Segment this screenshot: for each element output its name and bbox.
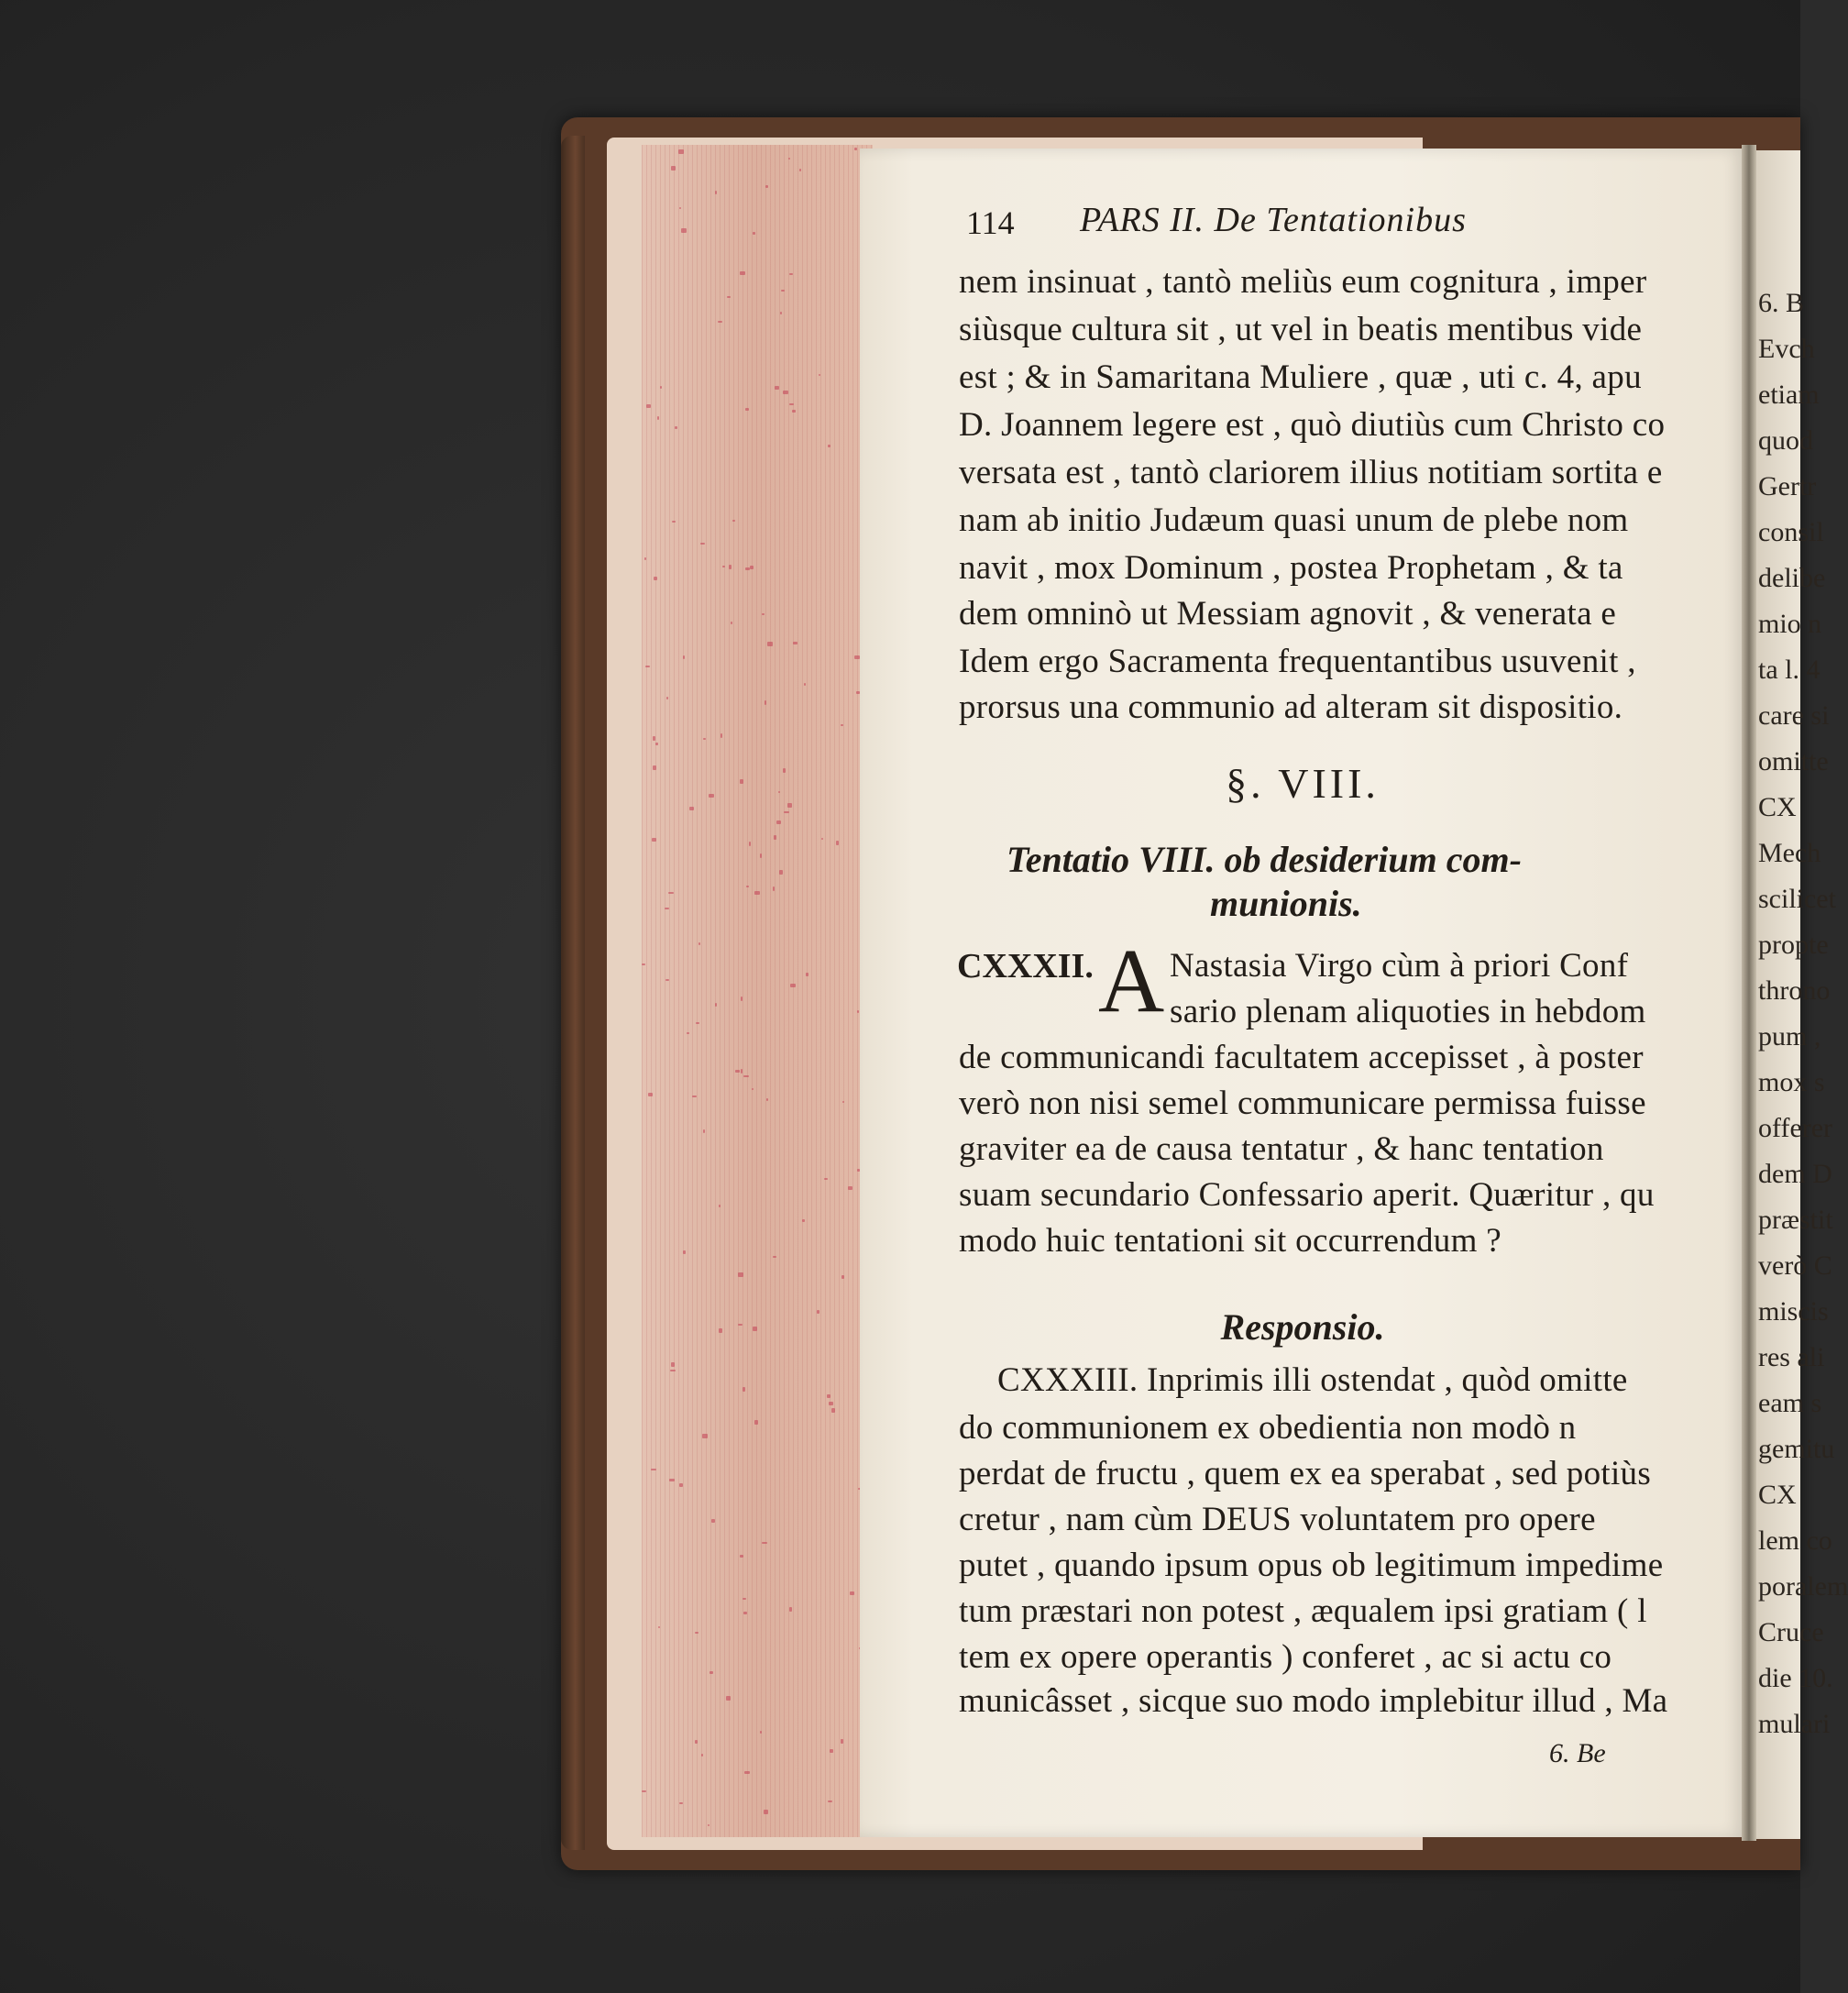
responsio-heading: Responsio. (1220, 1306, 1385, 1348)
next-page-fragment: Cruce (1758, 1617, 1824, 1647)
text-line: modo huic tentationi sit occurrendum ? (959, 1222, 1502, 1260)
text-line: siùsque cultura sit , ut vel in beatis mentibus vide (959, 311, 1643, 348)
fore-edge-speck (740, 1555, 743, 1558)
fore-edge-speck (841, 1739, 843, 1744)
next-page-fragment: Gertr (1758, 471, 1817, 501)
fore-edge-speck (679, 207, 681, 209)
fore-edge-speck (745, 567, 750, 570)
fore-edge-speck (765, 185, 768, 188)
fore-edge-speck (793, 642, 798, 644)
fore-edge-speck (760, 853, 762, 858)
page-number: 114 (966, 204, 1015, 241)
fore-edge-speck (695, 1740, 698, 1744)
text-line: putet , quando ipsum opus ob legitimum impedime (959, 1547, 1664, 1584)
text-line: do communionem ex obedientia non modò n (959, 1409, 1577, 1447)
fore-edge-speck (703, 738, 706, 740)
fore-edge-speck (788, 158, 790, 160)
fore-edge-speck (701, 1754, 703, 1756)
book-gutter (1742, 145, 1756, 1841)
next-page-fragment: poralem (1758, 1571, 1848, 1602)
fore-edge-speck (754, 891, 760, 895)
sprinkled-fore-edge (642, 145, 873, 1837)
fore-edge-speck (817, 1310, 820, 1314)
fore-edge-speck (767, 642, 773, 646)
next-page-fragment: delibe (1758, 563, 1826, 593)
fore-edge-speck (792, 410, 796, 413)
fore-edge-speck (727, 296, 731, 298)
fore-edge-speck (776, 820, 781, 824)
fore-edge-speck (732, 520, 735, 522)
fore-edge-speck (738, 1324, 742, 1326)
text-line: suam secundario Confessario aperit. Quæritur , qu (959, 1176, 1655, 1214)
drop-cap: A (1098, 930, 1165, 1031)
fore-edge-speck (799, 169, 801, 171)
next-page-fragment: omitte (1758, 746, 1829, 776)
text-line: cretur , nam cùm DEUS voluntatem pro opere (959, 1501, 1596, 1538)
next-page-fragment: lem co (1758, 1525, 1832, 1556)
fore-edge-speck (718, 321, 722, 323)
fore-edge-speck (764, 1810, 768, 1814)
fore-edge-speck (683, 1250, 686, 1254)
fore-edge-speck (789, 1607, 792, 1612)
fore-edge-speck (784, 811, 789, 813)
fore-edge-speck (750, 566, 754, 569)
fore-edge-speck (773, 1256, 776, 1258)
fore-edge-speck (764, 700, 766, 705)
running-head: PARS II. De Tentationibus (1080, 201, 1467, 239)
fore-edge-speck (708, 1824, 710, 1826)
text-line: D. Joannem legere est , quò diutiùs cum Christo co (959, 406, 1666, 444)
text-line: est ; & in Samaritana Muliere , quæ , uti c. 4, apu (959, 358, 1642, 396)
fore-edge-speck (652, 838, 656, 842)
fore-edge-speck (695, 1632, 698, 1634)
fore-edge-speck (850, 1591, 854, 1595)
fore-edge-speck (651, 1469, 656, 1470)
fore-edge-speck (743, 1075, 749, 1077)
fore-edge-speck (696, 1022, 699, 1024)
text-line: Idem ergo Sacramenta frequentantibus usuvenit , (959, 643, 1636, 680)
text-line: perdat de fructu , quem ex ea sperabat , sed potiùs (959, 1455, 1652, 1492)
fore-edge-speck (653, 736, 655, 741)
fore-edge-speck (802, 1219, 805, 1222)
fore-edge-speck (719, 1205, 720, 1207)
catchword: 6. Be (1549, 1738, 1606, 1768)
fore-edge-speck (781, 290, 785, 292)
next-page-fragment: care si (1758, 700, 1830, 731)
left-page (860, 149, 1745, 1837)
next-page-fragment: Evch (1758, 334, 1815, 364)
next-page-fragment: Mech (1758, 838, 1821, 868)
fore-edge-speck (841, 724, 843, 726)
fore-edge-speck (672, 521, 676, 523)
fore-edge-speck (681, 228, 687, 233)
fore-edge-speck (709, 794, 714, 798)
text-line: navit , mox Dominum , postea Prophetam , & ta (959, 549, 1623, 587)
fore-edge-speck (753, 232, 755, 235)
next-page-fragment: offerer (1758, 1113, 1833, 1143)
next-page-fragment: pum , (1758, 1021, 1821, 1052)
fore-edge-speck (745, 408, 749, 411)
fore-edge-speck (842, 1275, 844, 1279)
next-page-fragment: consil (1758, 517, 1824, 547)
fore-edge-speck (766, 1098, 768, 1101)
fore-edge-speck (720, 733, 722, 738)
fore-edge-speck (726, 1696, 731, 1701)
open-book (561, 117, 1848, 1870)
chapter-title-line2: munionis. (1210, 883, 1362, 924)
fore-edge-speck (666, 979, 669, 981)
fore-edge-speck (827, 1394, 830, 1398)
fore-edge-speck (715, 191, 717, 194)
fore-edge-speck (854, 148, 857, 150)
text-line: dem omninò ut Messiam agnovit , & venerata e (959, 595, 1617, 633)
fore-edge-speck (743, 1612, 747, 1614)
fore-edge-speck (780, 312, 782, 314)
fore-edge-speck (779, 870, 783, 875)
fore-edge-speck (687, 1032, 689, 1034)
fore-edge-speck (654, 577, 657, 580)
fore-edge-speck (783, 391, 788, 394)
fore-edge-speck (722, 566, 725, 567)
fore-edge-speck (774, 835, 776, 840)
text-line: graviter ea de causa tentatur , & hanc tentation (959, 1130, 1604, 1168)
next-page-fragment: mio n (1758, 609, 1822, 639)
fore-edge-speck (692, 1096, 697, 1097)
paragraph-number: CXXXII. (957, 947, 1094, 985)
fore-edge-speck (754, 1420, 758, 1425)
next-page-fragment: etiam (1758, 380, 1820, 410)
fore-edge-speck (657, 416, 659, 420)
text-line: municâsset , sicque suo modo implebitur illud , Ma (959, 1682, 1668, 1720)
fore-edge-speck (670, 1370, 676, 1371)
text-line: verò non nisi semel communicare permissa fuisse (959, 1085, 1646, 1122)
fore-edge-speck (762, 613, 764, 615)
text-line: de communicandi facultatem accepisset , à poster (959, 1039, 1644, 1076)
fore-edge-speck (789, 273, 793, 275)
fore-edge-speck (646, 404, 651, 408)
next-page-fragment: verò C (1758, 1250, 1832, 1281)
next-page-fragment: dem D (1758, 1159, 1832, 1189)
fore-edge-speck (715, 1003, 717, 1007)
text-line: nem insinuat , tantò meliùs eum cognitura , imper (959, 263, 1647, 301)
fore-edge-speck (752, 1088, 754, 1090)
next-page-fragment: throno (1758, 975, 1831, 1006)
fore-edge-speck (703, 1129, 705, 1133)
next-page-fragment: res ali (1758, 1342, 1825, 1372)
fore-edge-speck (746, 886, 749, 887)
fore-edge-speck (700, 543, 705, 545)
fore-edge-speck (653, 765, 656, 770)
fore-edge-speck (760, 1731, 762, 1734)
fore-edge-speck (830, 1749, 833, 1753)
fore-edge-speck (671, 1362, 675, 1367)
fore-edge-speck (787, 803, 792, 808)
next-page-fragment: scilicet (1758, 884, 1836, 914)
text-line: versata est , tantò clariorem illius notitiam sortita e (959, 454, 1663, 491)
fore-edge-speck (848, 1186, 852, 1190)
fore-edge-speck (642, 963, 645, 965)
next-page-fragment: CX (1758, 792, 1797, 822)
fore-edge-speck (675, 426, 677, 429)
fore-edge-speck (753, 1327, 757, 1331)
fore-edge-speck (775, 386, 779, 390)
fore-edge-speck (702, 1434, 708, 1438)
text-line: tem ex opere operantis ) conferet , ac si actu co (959, 1638, 1612, 1676)
fore-edge-speck (819, 374, 820, 376)
fore-edge-speck (828, 1800, 832, 1802)
fore-edge-speck (804, 683, 806, 686)
cover-edge (561, 136, 585, 1850)
fore-edge-speck (679, 1802, 683, 1804)
fore-edge-speck (742, 1598, 746, 1600)
fore-edge-speck (742, 1387, 745, 1392)
fore-edge-speck (740, 779, 743, 784)
next-page-fragment: miscis (1758, 1296, 1829, 1327)
fore-edge-speck (683, 655, 685, 659)
right-page-edge (1756, 150, 1848, 1839)
next-page-fragment: CX (1758, 1480, 1797, 1510)
fore-edge-speck (669, 1479, 675, 1481)
fore-edge-speck (842, 1101, 844, 1103)
fore-edge-speck (729, 565, 732, 569)
fore-edge-speck (644, 557, 646, 560)
next-page-fragment: die 10. (1758, 1663, 1833, 1693)
fore-edge-speck (735, 1070, 740, 1073)
fore-edge-speck (821, 838, 823, 840)
fore-edge-speck (660, 386, 662, 389)
fore-edge-speck (857, 1010, 859, 1013)
fore-edge-speck (719, 1328, 722, 1333)
fore-edge-speck (710, 1671, 713, 1674)
text-line: tum præstari non potest , æqualem ipsi gratiam ( l (959, 1592, 1647, 1630)
next-page-fragment: gemitu (1758, 1434, 1835, 1464)
fore-edge-speck (648, 1093, 653, 1096)
next-page-fragment: ta l. 4 (1758, 655, 1820, 685)
fore-edge-speck (744, 1771, 750, 1774)
fore-edge-speck (828, 445, 830, 447)
fore-edge-speck (741, 1069, 742, 1074)
fore-edge-speck (665, 908, 669, 909)
fore-edge-speck (836, 841, 839, 845)
fore-edge-speck (666, 697, 668, 699)
fore-edge-speck (658, 1626, 660, 1628)
next-page-fragment: præstit (1758, 1205, 1833, 1235)
fore-edge-speck (668, 892, 674, 894)
fore-edge-speck (789, 403, 794, 405)
fore-edge-speck (738, 1272, 743, 1277)
chapter-title-line1: Tentatio VIII. ob desiderium com- (1006, 839, 1522, 880)
fore-edge-speck (698, 942, 700, 945)
fore-edge-speck (831, 1408, 835, 1413)
fore-edge-speck (740, 271, 745, 275)
fore-edge-speck (671, 166, 676, 171)
fore-edge-speck (762, 1542, 767, 1544)
next-page-fragment: mulari (1758, 1709, 1831, 1739)
fore-edge-speck (655, 743, 658, 745)
next-page-fragment: quod (1758, 425, 1813, 456)
next-page-fragment: mox s (1758, 1067, 1825, 1097)
text-line: sario plenam aliquoties in hebdom (1170, 993, 1646, 1030)
fore-edge-speck (645, 666, 650, 667)
section-heading: §. VIII. (1226, 760, 1380, 807)
fore-edge-speck (711, 1519, 715, 1523)
fore-edge-speck (773, 886, 775, 891)
fore-edge-speck (642, 1790, 646, 1792)
text-line: Nastasia Virgo cùm à priori Conf (1170, 947, 1629, 985)
text-line: prorsus una communio ad alteram sit dispositio. (959, 688, 1623, 726)
fore-edge-speck (806, 973, 808, 976)
fore-edge-speck (783, 768, 786, 773)
fore-edge-speck (778, 791, 780, 793)
next-page-fragment: eam s (1758, 1388, 1822, 1418)
text-line: CXXXIII. Inprimis illi ostendat , quòd omitte (997, 1361, 1628, 1399)
fore-edge-speck (829, 1402, 833, 1405)
fore-edge-speck (689, 807, 694, 810)
text-line: nam ab initio Judæum quasi unum de plebe nom (959, 501, 1629, 539)
fore-edge-speck (679, 1483, 683, 1487)
fore-edge-speck (749, 842, 751, 846)
next-page-fragment: 6. B (1758, 288, 1805, 318)
next-page-fragment: propte (1758, 930, 1829, 960)
fore-edge-speck (731, 622, 732, 624)
fore-edge-speck (824, 1178, 828, 1180)
fore-edge-speck (790, 984, 796, 987)
fore-edge-speck (678, 149, 684, 154)
fore-edge-speck (741, 996, 742, 1001)
